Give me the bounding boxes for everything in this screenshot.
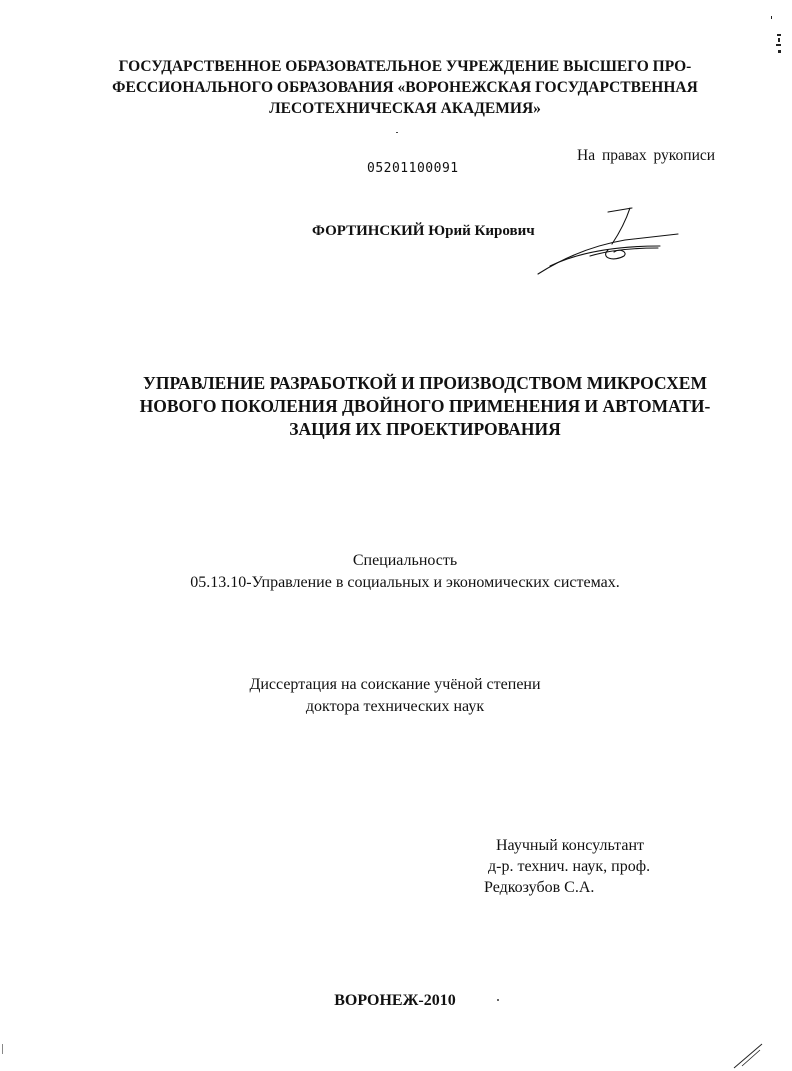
title-line: ЗАЦИЯ ИХ ПРОЕКТИРОВАНИЯ	[289, 419, 561, 439]
specialty-value: 05.13.10-Управление в социальных и экономических системах.	[190, 574, 620, 591]
consultant-name: Редкозубов С.А.	[484, 879, 595, 896]
dissertation-title	[60, 372, 790, 441]
scan-artifact-marks	[770, 14, 786, 62]
institution-line: ЛЕСОТЕХНИЧЕСКАЯ АКАДЕМИЯ»	[269, 100, 541, 117]
degree-block	[60, 674, 730, 718]
specialty-label: Специальность	[352, 552, 458, 569]
rights-note: На правах рукописи	[577, 147, 716, 164]
author-signature	[530, 200, 690, 280]
consultant-block	[484, 835, 650, 898]
catalog-code: 05201100091	[367, 161, 459, 176]
institution-header	[60, 56, 750, 119]
consultant-role: Научный консультант	[496, 837, 644, 854]
city-year: ВОРОНЕЖ-2010	[334, 992, 456, 1009]
institution-line: ГОСУДАРСТВЕННОЕ ОБРАЗОВАТЕЛЬНОЕ УЧРЕЖДЕНИЕ ВЫСШЕГО ПРО-	[118, 58, 692, 75]
author-name: ФОРТИНСКИЙ Юрий Кирович	[312, 223, 535, 239]
scan-dot	[497, 999, 499, 1001]
degree-line-2: доктора технических наук	[305, 698, 485, 715]
title-line: УПРАВЛЕНИЕ РАЗРАБОТКОЙ И ПРОИЗВОДСТВОМ МИКРОСХЕМ	[143, 373, 707, 393]
scan-edge-mark	[2, 1044, 3, 1054]
scan-dot	[396, 132, 398, 133]
consultant-degree: д-р. технич. наук, проф.	[488, 858, 651, 875]
specialty-block	[60, 550, 750, 594]
degree-line-1: Диссертация на соискание учёной степени	[249, 676, 541, 693]
title-line: НОВОГО ПОКОЛЕНИЯ ДВОЙНОГО ПРИМЕНЕНИЯ И АВТОМАТИ-	[139, 396, 711, 416]
institution-line: ФЕССИОНАЛЬНОГО ОБРАЗОВАНИЯ «ВОРОНЕЖСКАЯ ГОСУДАРСТВЕННАЯ	[112, 79, 698, 96]
stray-pen-stroke	[732, 1040, 766, 1070]
